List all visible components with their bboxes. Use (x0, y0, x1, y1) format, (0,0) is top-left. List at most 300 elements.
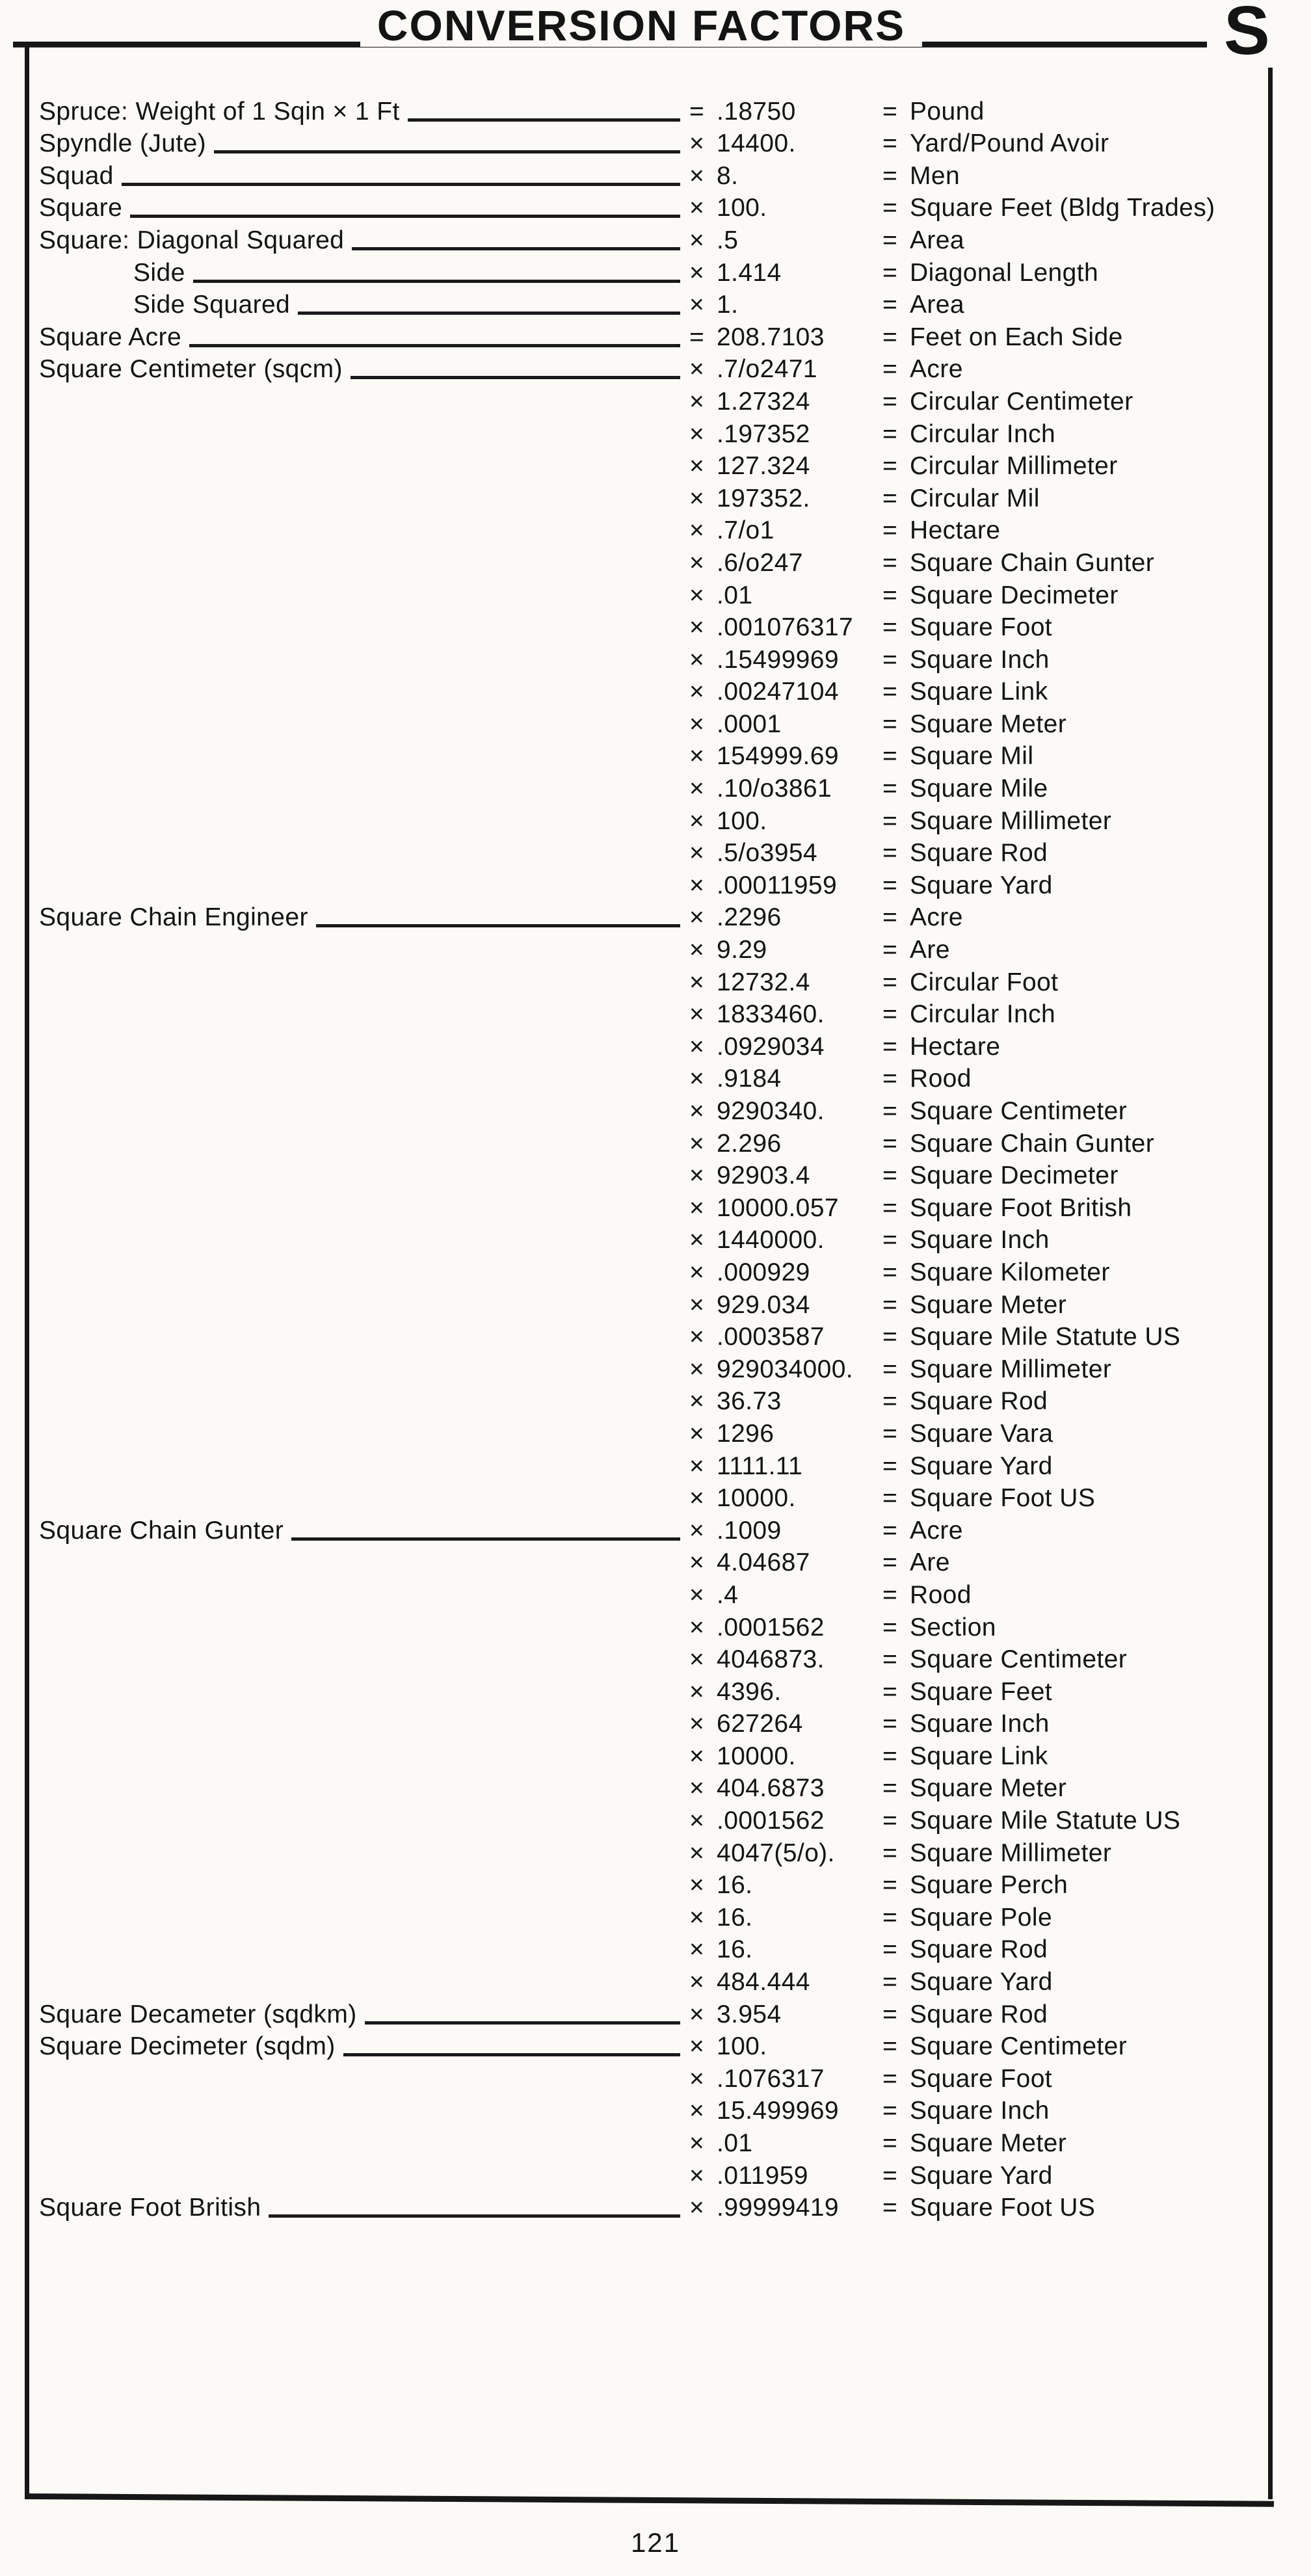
result-cell (882, 2161, 1053, 2191)
result-cell (882, 129, 1109, 159)
equals-sign: = (882, 1677, 898, 1706)
factor-value: .15499969 (717, 645, 839, 674)
conversion-row (39, 933, 950, 966)
result-cell (882, 2129, 1066, 2158)
factor-cell (689, 1742, 796, 1772)
factor-cell (689, 2064, 825, 2094)
factor-cell (689, 1129, 782, 1159)
factor-cell (689, 419, 810, 449)
factor-value: .6/o247 (717, 548, 803, 577)
leader-line (351, 376, 680, 379)
leader-line (130, 215, 680, 218)
result-unit: Square Meter (910, 710, 1067, 738)
factor-value: 1.414 (717, 258, 782, 287)
result-unit: Men (910, 161, 960, 190)
equals-sign: = (882, 1452, 898, 1480)
equals-sign: = (882, 775, 898, 803)
result-unit: Square Centimeter (910, 1097, 1128, 1125)
result-cell (882, 1516, 963, 1546)
equals-sign: = (882, 1871, 898, 1900)
leader-line (214, 150, 680, 153)
result-cell (882, 774, 1048, 804)
factor-value: .0929034 (717, 1032, 825, 1061)
factor-operator: × (689, 1129, 705, 1158)
factor-cell (689, 1161, 810, 1191)
result-cell (882, 1967, 1053, 1997)
result-unit: Rood (910, 1065, 972, 1093)
equals-sign: = (882, 194, 898, 222)
factor-operator: × (689, 452, 705, 481)
factor-operator: × (689, 1839, 705, 1867)
factor-operator: × (689, 1484, 705, 1513)
result-unit: Square Feet (910, 1677, 1053, 1706)
result-cell (882, 548, 1154, 578)
result-cell (882, 1193, 1132, 1223)
leader-line (316, 924, 680, 927)
factor-cell (689, 226, 738, 256)
factor-operator: × (689, 1323, 705, 1351)
result-cell (882, 1355, 1111, 1385)
factor-operator: × (689, 2064, 705, 2093)
equals-sign: = (882, 1613, 898, 1641)
factor-value: .000929 (717, 1258, 810, 1286)
equals-sign: = (882, 613, 898, 642)
factor-cell (689, 1806, 825, 1836)
equals-sign: = (882, 2064, 898, 2093)
unit-label: Square Decimeter (sqdm) (39, 2032, 336, 2061)
result-unit: Circular Millimeter (910, 452, 1118, 481)
conversion-row (39, 1643, 1128, 1676)
result-unit: Square Link (910, 1742, 1048, 1770)
conversion-row (39, 837, 1048, 870)
equals-sign: = (882, 1645, 898, 1674)
equals-sign: = (882, 1903, 898, 1932)
factor-cell (689, 1032, 825, 1062)
conversion-row (39, 1482, 1096, 1515)
factor-operator: × (689, 1516, 705, 1545)
equals-sign: = (882, 355, 898, 384)
factor-cell (689, 1258, 810, 1288)
page-title-text: CONVERSION FACTORS (360, 4, 922, 47)
equals-sign: = (882, 1032, 898, 1061)
factor-cell (689, 290, 738, 320)
result-cell (882, 1870, 1068, 1900)
result-unit: Are (910, 1548, 950, 1577)
factor-cell (689, 581, 752, 611)
result-unit: Square Inch (910, 1226, 1050, 1255)
result-unit: Square Meter (910, 2129, 1067, 2157)
result-unit: Square Meter (910, 1774, 1067, 1803)
result-cell (882, 903, 963, 933)
factor-value: .99999419 (717, 2194, 839, 2222)
result-cell (882, 645, 1050, 675)
conversion-row (39, 1353, 1112, 1385)
conversion-row (39, 1450, 1053, 1482)
factor-value: 16. (717, 1935, 753, 1964)
factor-operator: × (689, 1613, 705, 1641)
equals-sign: = (882, 2032, 898, 2061)
result-unit: Square Yard (910, 871, 1053, 899)
factor-value: 127.324 (717, 452, 810, 481)
result-cell (882, 419, 1055, 449)
result-unit: Square Yard (910, 1452, 1053, 1480)
factor-cell (689, 258, 782, 288)
conversion-row (39, 1385, 1048, 1418)
result-cell (882, 1773, 1066, 1803)
equals-sign: = (882, 710, 898, 738)
conversion-row (39, 546, 1155, 579)
factor-cell (689, 1419, 774, 1449)
conversion-row (39, 1417, 1053, 1450)
result-cell (882, 968, 1058, 998)
conversion-row (39, 1160, 1119, 1192)
equals-sign: = (882, 1162, 898, 1190)
factor-cell (689, 968, 810, 998)
equals-sign: = (882, 452, 898, 481)
leader-line (408, 118, 680, 122)
factor-operator: × (689, 2000, 705, 2028)
result-unit: Circular Centimeter (910, 387, 1133, 416)
result-cell (882, 1903, 1052, 1933)
factor-value: 36.73 (717, 1387, 782, 1416)
result-unit: Hectare (910, 516, 1001, 545)
equals-sign: = (882, 1129, 898, 1158)
conversion-row (39, 2127, 1067, 2159)
factor-operator: × (689, 194, 705, 222)
factor-cell (689, 774, 832, 804)
result-unit: Diagonal Length (910, 258, 1099, 287)
factor-cell (689, 710, 782, 739)
factor-operator: × (689, 775, 705, 803)
factor-value: .0001 (717, 710, 782, 738)
factor-value: 14400. (717, 129, 796, 158)
factor-cell (689, 2161, 808, 2191)
factor-operator: × (689, 291, 705, 319)
factor-operator: × (689, 1968, 705, 1997)
factor-operator: × (689, 1807, 705, 1835)
factor-value: 1833460. (717, 1000, 825, 1029)
conversion-row (39, 1321, 1181, 1353)
factor-cell (689, 1870, 752, 1900)
factor-value: 1111.11 (717, 1452, 803, 1480)
equals-sign: = (882, 2097, 898, 2125)
result-cell (882, 1709, 1050, 1739)
factor-value: 15.499969 (717, 2097, 839, 2125)
conversion-row (39, 772, 1048, 804)
equals-sign: = (882, 2000, 898, 2028)
result-unit: Square Inch (910, 2097, 1050, 2125)
conversion-row (39, 2159, 1053, 2192)
conversion-row (39, 1288, 1067, 1321)
equals-sign: = (882, 2129, 898, 2157)
factor-operator: × (689, 968, 705, 996)
result-unit: Square Inch (910, 1710, 1050, 1738)
result-unit: Hectare (910, 1032, 1001, 1061)
result-unit: Circular Inch (910, 419, 1056, 448)
result-unit: Square Chain Gunter (910, 548, 1155, 577)
factor-cell (689, 645, 839, 675)
factor-value: 484.444 (717, 1968, 810, 1997)
conversion-row (39, 1224, 1050, 1256)
factor-value: .7/o1 (717, 516, 775, 545)
result-unit: Square Inch (910, 645, 1050, 674)
factor-value: 154999.69 (717, 742, 839, 771)
factor-cell (689, 1193, 839, 1223)
result-cell (882, 710, 1066, 739)
equals-sign: = (882, 1290, 898, 1319)
bottom-border-rule (25, 2493, 1274, 2507)
conversion-row (39, 1998, 1048, 2030)
equals-sign: = (882, 323, 898, 351)
result-cell (882, 1742, 1048, 1772)
factor-value: .011959 (717, 2161, 808, 2190)
unit-label: Square (39, 194, 123, 222)
result-cell (882, 226, 964, 256)
conversion-row (39, 1804, 1181, 1837)
result-unit: Rood (910, 1580, 972, 1609)
factor-operator: × (689, 2161, 705, 2190)
factor-cell (689, 2193, 839, 2223)
factor-cell (689, 1580, 738, 1610)
factor-value: .0001562 (717, 1613, 825, 1641)
factor-value: 929034000. (717, 1355, 854, 1383)
factor-cell (689, 1773, 825, 1803)
result-cell (882, 1613, 996, 1643)
factor-cell (689, 1322, 825, 1352)
factor-operator: × (689, 355, 705, 384)
factor-operator: × (689, 1903, 705, 1932)
factor-cell (689, 1709, 803, 1739)
factor-value: .1009 (717, 1516, 782, 1545)
factor-value: .01 (717, 581, 753, 609)
factor-cell (689, 2032, 767, 2062)
result-cell (882, 935, 950, 965)
factor-cell (689, 838, 817, 868)
unit-label: Spyndle (Jute) (39, 129, 207, 158)
factor-operator: × (689, 548, 705, 577)
equals-sign: = (882, 226, 898, 254)
factor-cell (689, 1096, 825, 1126)
factor-value: 4046873. (717, 1645, 825, 1674)
result-unit: Circular Mil (910, 484, 1040, 512)
factor-operator: × (689, 258, 705, 287)
factor-value: .00011959 (717, 871, 838, 899)
factor-cell (689, 484, 810, 514)
result-unit: Square Millimeter (910, 806, 1112, 835)
result-unit: Square Rod (910, 1387, 1048, 1416)
factor-cell (689, 516, 775, 546)
factor-operator: × (689, 903, 705, 932)
unit-label: Side (133, 258, 185, 287)
result-cell (882, 613, 1052, 643)
factor-value: 9290340. (717, 1097, 825, 1125)
factor-value: .10/o3861 (717, 775, 832, 803)
factor-operator: × (689, 1774, 705, 1803)
conversion-row (39, 2030, 1128, 2063)
factor-value: .1076317 (717, 2064, 825, 2093)
factor-cell (689, 1677, 782, 1707)
factor-operator: × (689, 1000, 705, 1029)
conversion-row (39, 418, 1056, 450)
factor-operator: × (689, 1742, 705, 1770)
factor-operator: × (689, 1935, 705, 1964)
factor-value: 4396. (717, 1677, 782, 1706)
result-cell (882, 2000, 1048, 2030)
right-border-rule (1268, 61, 1273, 2499)
result-unit: Square Vara (910, 1419, 1053, 1448)
factor-operator: × (689, 871, 705, 899)
equals-sign: = (882, 1580, 898, 1609)
result-cell (882, 1032, 1000, 1062)
factor-value: 10000. (717, 1742, 796, 1770)
factor-cell (689, 2129, 752, 2158)
result-cell (882, 484, 1040, 514)
factor-value: .0001562 (717, 1807, 825, 1835)
factor-cell (689, 1613, 825, 1643)
result-cell (882, 1161, 1119, 1191)
result-unit: Acre (910, 903, 963, 932)
result-cell (882, 871, 1053, 901)
factor-cell (689, 451, 810, 481)
result-cell (882, 1258, 1110, 1288)
factor-cell (689, 1903, 752, 1933)
result-cell (882, 741, 1033, 771)
factor-operator: × (689, 2129, 705, 2157)
result-cell (882, 2193, 1095, 2223)
result-cell (882, 1290, 1066, 1320)
factor-operator: × (689, 516, 705, 545)
factor-value: 9.29 (717, 936, 767, 964)
result-unit: Square Foot (910, 2064, 1053, 2093)
factor-value: .7/o2471 (717, 355, 818, 384)
factor-operator: × (689, 1645, 705, 1674)
result-cell (882, 1548, 950, 1578)
result-cell (882, 1322, 1180, 1352)
factor-cell (689, 1355, 853, 1385)
factor-cell (689, 1225, 825, 1255)
equals-sign: = (882, 2194, 898, 2222)
result-cell (882, 1096, 1127, 1126)
equals-sign: = (882, 291, 898, 319)
conversion-row (39, 1191, 1132, 1224)
factor-cell (689, 806, 767, 836)
equals-sign: = (882, 1839, 898, 1867)
conversion-row (39, 1772, 1067, 1805)
result-cell (882, 838, 1048, 868)
equals-sign: = (882, 742, 898, 771)
factor-operator: = (689, 97, 705, 126)
result-unit: Square Pole (910, 1903, 1053, 1932)
factor-operator: × (689, 645, 705, 674)
conversion-row (39, 1611, 996, 1643)
result-cell (882, 1806, 1180, 1836)
result-unit: Square Mil (910, 742, 1034, 771)
result-unit: Square Rod (910, 2000, 1048, 2028)
factor-cell (689, 1452, 802, 1481)
result-unit: Square Rod (910, 1935, 1048, 1964)
result-cell (882, 1225, 1050, 1255)
equals-sign: = (882, 1935, 898, 1964)
unit-label: Square Decameter (sqdkm) (39, 2000, 357, 2028)
result-unit: Square Yard (910, 2161, 1053, 2190)
result-cell (882, 193, 1215, 223)
result-unit: Acre (910, 1516, 963, 1545)
equals-sign: = (882, 1807, 898, 1835)
equals-sign: = (882, 1548, 898, 1577)
result-unit: Square Decimeter (910, 581, 1119, 609)
factor-cell (689, 1387, 782, 1416)
result-unit: Square Foot US (910, 1484, 1096, 1513)
equals-sign: = (882, 839, 898, 868)
leader-line (193, 280, 680, 283)
factor-value: 1. (717, 291, 739, 319)
equals-sign: = (882, 516, 898, 545)
equals-sign: = (882, 1419, 898, 1448)
factor-operator: × (689, 129, 705, 158)
conversion-row (39, 1547, 950, 1579)
factor-cell (689, 1516, 782, 1546)
result-cell (882, 323, 1123, 352)
conversion-row (39, 1965, 1053, 1998)
result-cell (882, 677, 1048, 707)
factor-cell (689, 903, 782, 933)
conversion-row (39, 966, 1059, 998)
conversion-row (39, 1095, 1128, 1127)
factor-operator: × (689, 1162, 705, 1190)
result-unit: Area (910, 226, 964, 254)
equals-sign: = (882, 1774, 898, 1803)
page-number: 121 (630, 2527, 681, 2558)
factor-operator: × (689, 1032, 705, 1061)
factor-operator: × (689, 2097, 705, 2125)
factor-cell (689, 1548, 810, 1578)
factor-value: .5 (717, 226, 739, 254)
conversion-row (39, 869, 1053, 901)
conversion-row (39, 1708, 1050, 1740)
equals-sign: = (882, 129, 898, 158)
factor-operator: × (689, 581, 705, 609)
factor-cell (689, 354, 817, 384)
leader-line (291, 1537, 680, 1541)
conversion-row (39, 740, 1034, 773)
conversion-row (39, 450, 1118, 483)
factor-cell (689, 1967, 810, 1997)
factor-operator: × (689, 1226, 705, 1255)
conversion-row (39, 676, 1048, 708)
equals-sign: = (882, 97, 898, 126)
factor-operator: × (689, 1710, 705, 1738)
unit-label: Side Squared (133, 291, 291, 319)
result-cell (882, 2096, 1050, 2126)
factor-value: 4.04687 (717, 1548, 810, 1577)
conversion-row (39, 998, 1056, 1031)
factor-cell (689, 129, 796, 159)
result-unit: Square Feet (Bldg Trades) (910, 194, 1215, 222)
equals-sign: = (882, 419, 898, 448)
factor-value: .00247104 (717, 678, 839, 706)
factor-cell (689, 548, 803, 578)
result-cell (882, 451, 1118, 481)
equals-sign: = (882, 903, 898, 932)
result-cell (882, 1452, 1053, 1481)
equals-sign: = (882, 645, 898, 674)
result-unit: Feet on Each Side (910, 323, 1123, 351)
result-unit: Square Rod (910, 839, 1048, 868)
result-unit: Square Foot (910, 613, 1053, 642)
result-cell (882, 387, 1133, 417)
equals-sign: = (882, 1226, 898, 1255)
result-cell (882, 1645, 1127, 1675)
